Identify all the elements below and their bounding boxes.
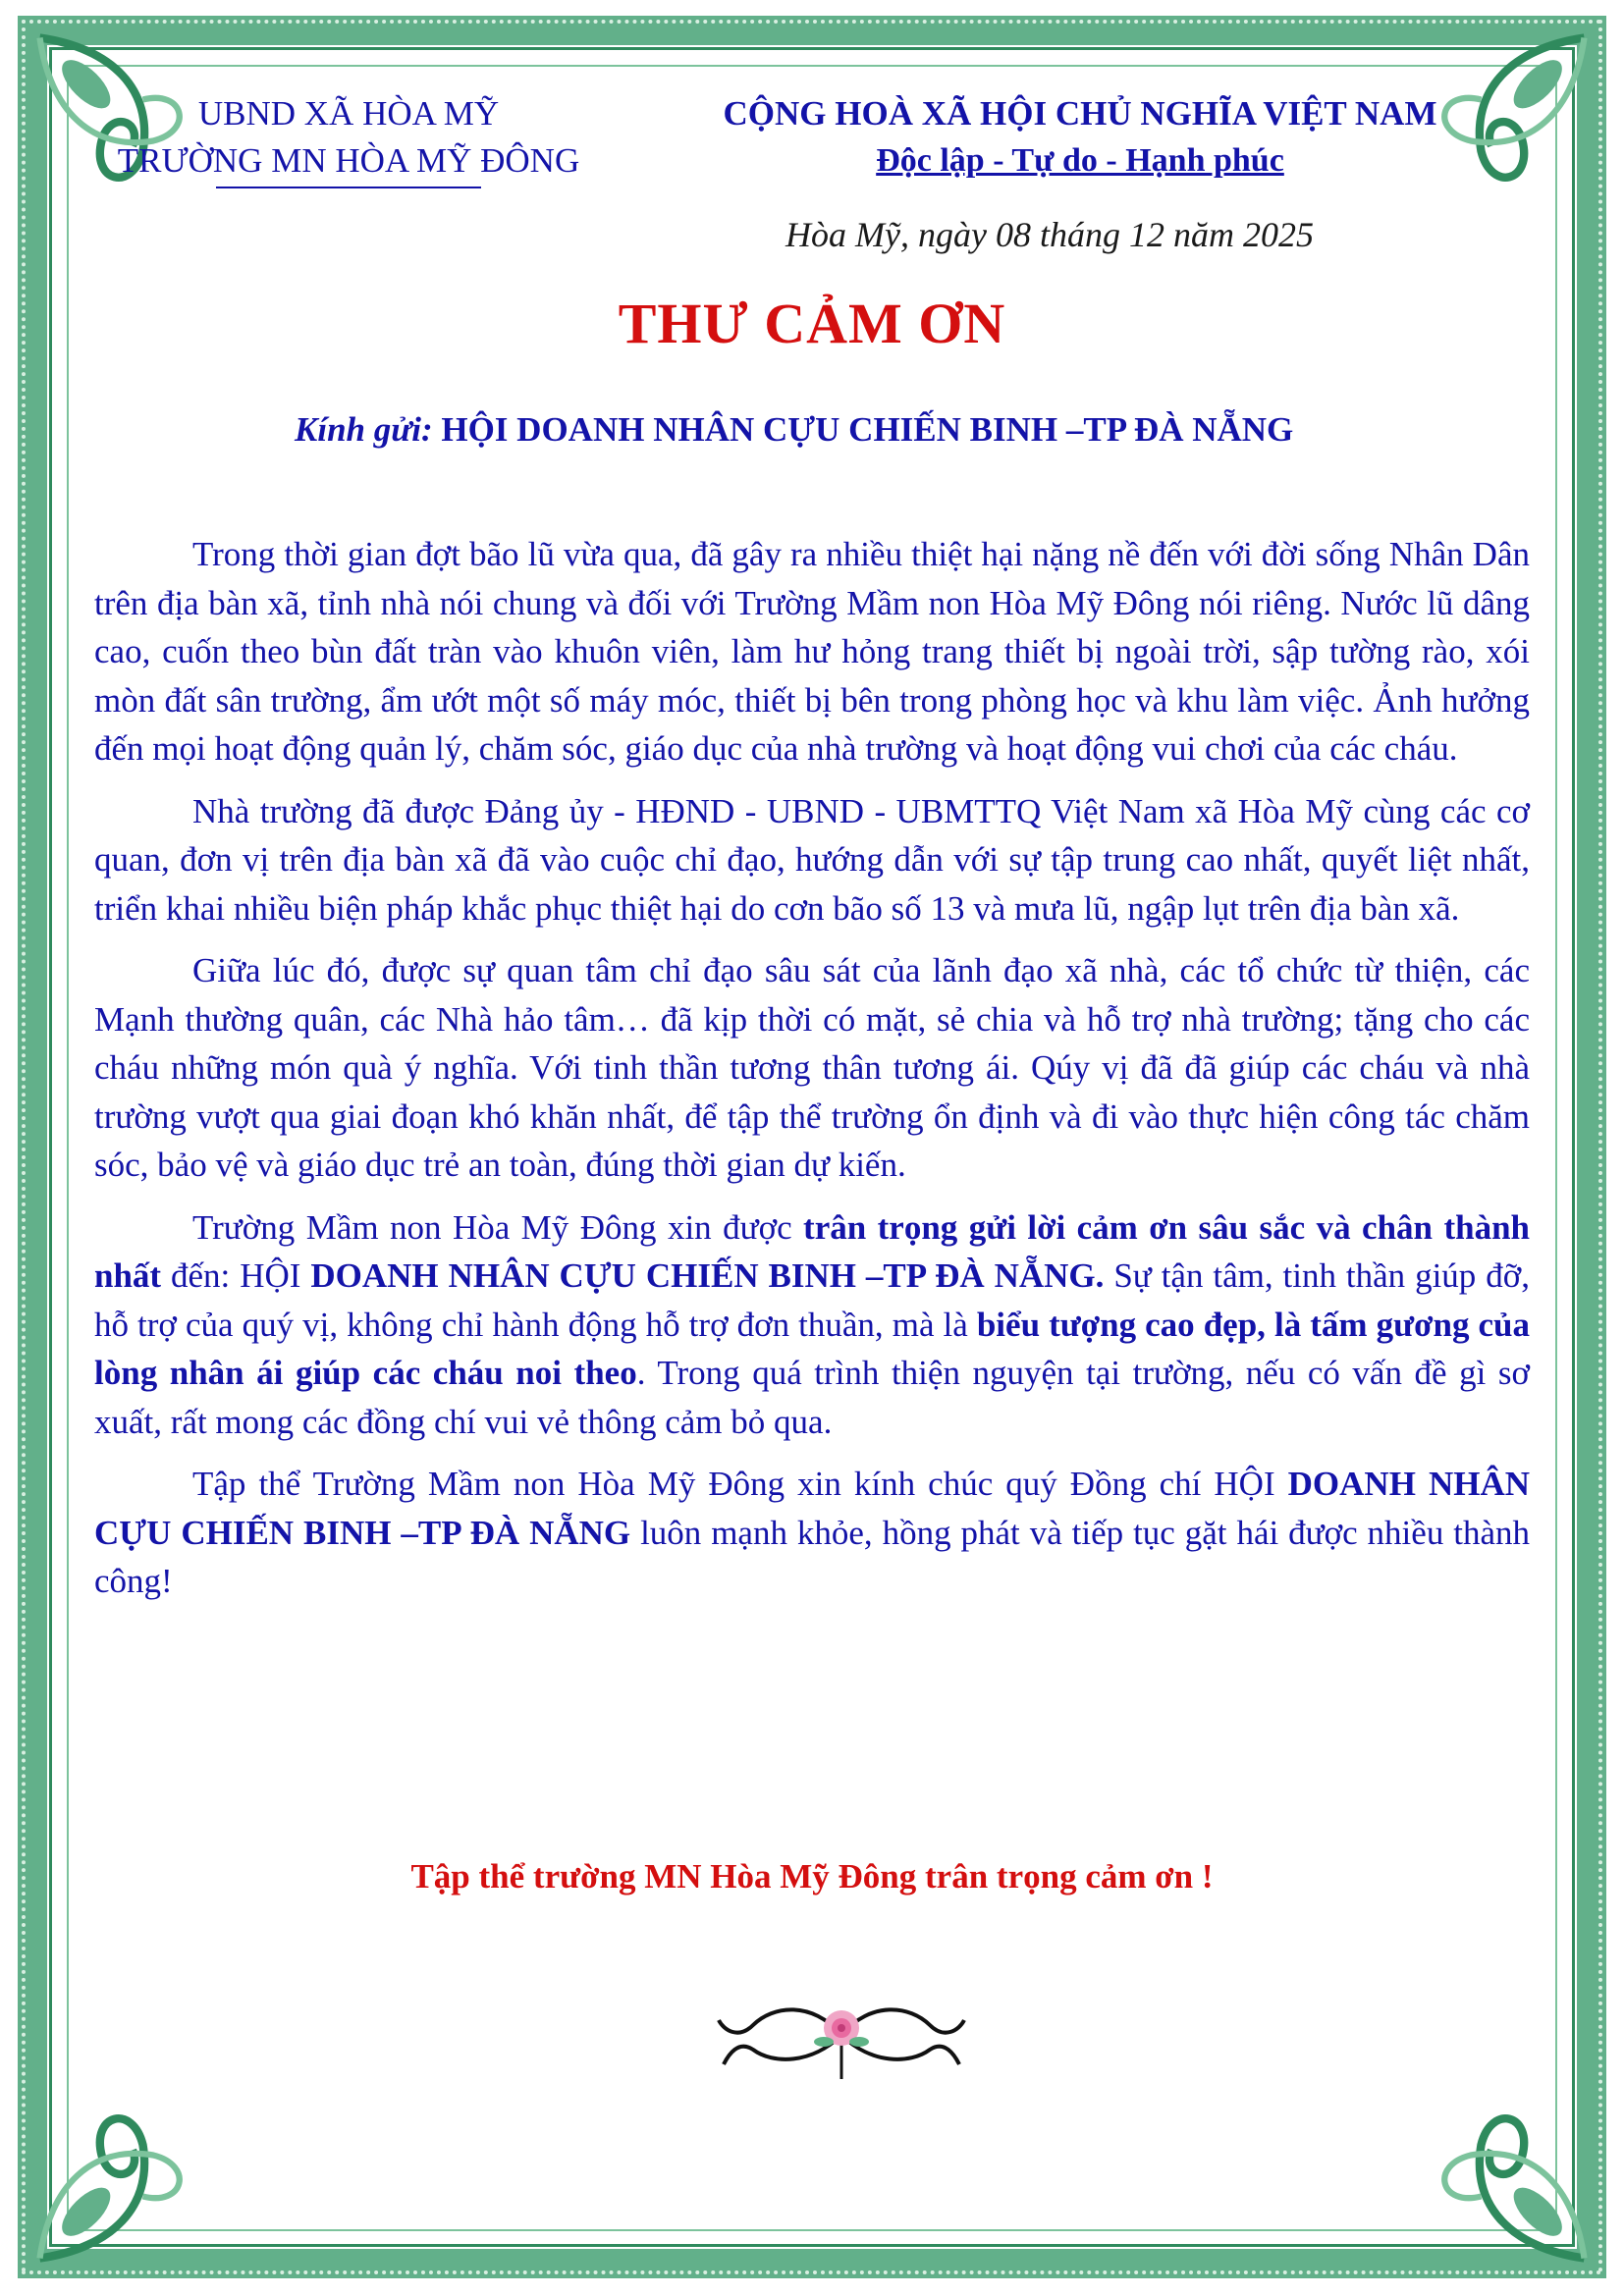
school-underline	[216, 187, 481, 188]
p4-text-e: Sự tận tâm, tinh thần giúp đỡ, hỗ trợ của quý vị, không chỉ hành động hỗ trợ đơn thuần, mà là	[94, 1256, 1530, 1344]
p5-bold-org: DOANH NHÂN CỰU CHIẾN BINH –TP ĐÀ NẴNG	[94, 1465, 1530, 1552]
closing-line: Tập thể trường MN Hòa Mỹ Đông trân trọng cảm ơn !	[410, 1857, 1214, 1896]
p4-bold-org: DOANH NHÂN CỰU CHIẾN BINH –TP ĐÀ NẴNG.	[310, 1256, 1105, 1295]
paragraph-4	[94, 1203, 1530, 1447]
date-line: Hòa Mỹ, ngày 08 tháng 12 năm 2025	[785, 215, 1314, 254]
school-name: TRƯỜNG MN HÒA MỸ ĐÔNG	[117, 141, 580, 180]
p5-text-c: luôn mạnh khỏe, hồng phát và tiếp tục gặt hái được nhiều thành công!	[94, 1513, 1530, 1600]
paragraph-1: Trong thời gian đợt bão lũ vừa qua, đã gây ra nhiều thiệt hại nặng nề đến với đời sống Nhân Dân trên địa bàn xã, tỉnh nhà nói chung và đối với Trường Mầm non Hòa Mỹ Đông nói riêng. Nước lũ dâng cao, cuốn theo bùn đất tràn vào khuôn viên, làm hư hỏng trang thiết bị ngoài trời, sập tường rào, xói mòn đất sân trường, ẩm ướt một số máy móc, thiết bị bên trong phòng học và khu làm việc. Ảnh hưởng đến mọi hoạt động quản lý, chăm sóc, giáo dục của nhà trường và hoạt động vui chơi của các cháu.	[94, 535, 1530, 768]
document-title: THƯ CẢM ƠN	[618, 292, 1006, 355]
nation-name: CỘNG HOÀ XÃ HỘI CHỦ NGHĨA VIỆT NAM	[723, 94, 1437, 133]
paragraph-3: Giữa lúc đó, được sự quan tâm chỉ đạo sâu sát của lãnh đạo xã nhà, các tổ chức từ thiện, các Mạnh thường quân, các Nhà hảo tâm… đã kịp thời có mặt, sẻ chia và hỗ trợ nhà trường; tặng cho các cháu những món quà ý nghĩa. Với tinh thần tương thân tương ái. Qúy vị đã đã giúp các cháu và nhà trường vượt qua giai đoạn khó khăn nhất, để tập thể trường ổn định và đi vào thực hiện công tác chăm sóc, bảo vệ và giáo dục trẻ an toàn, đúng thời gian dự kiến.	[94, 951, 1530, 1184]
corner-flourish-icon	[1388, 2062, 1595, 2269]
national-header-block	[648, 90, 1512, 185]
corner-flourish-icon	[29, 2062, 236, 2269]
p5-text-a: Tập thể Trường Mầm non Hòa Mỹ Đông xin kính chúc quý Đồng chí HỘI	[192, 1465, 1288, 1503]
p4-bold-thanks: trân trọng gửi lời cảm ơn sâu sắc và chân thành nhất	[94, 1207, 1530, 1295]
paragraph-5	[94, 1460, 1530, 1606]
issuing-authority-block	[69, 90, 628, 188]
rose-flourish-icon	[714, 1981, 969, 2089]
p4-text-g: . Trong quá trình thiện nguyện tại trường, nếu có vấn đề gì sơ xuất, rất mong các đồng chí vui vẻ thông cảm bỏ qua.	[94, 1354, 1531, 1441]
agency-name: UBND XÃ HÒA MỸ	[197, 94, 500, 133]
paragraph-2: Nhà trường đã được Đảng ủy - HĐND - UBND - UBMTTQ Việt Nam xã Hòa Mỹ cùng các cơ quan, đơn vị trên địa bàn xã đã vào cuộc chỉ đạo, hướng dẫn với sự tập trung cao nhất, quyết liệt nhất, triển khai nhiều biện pháp khắc phục thiệt hại do cơn bão số 13 và mưa lũ, ngập lụt trên địa bàn xã.	[94, 791, 1530, 928]
recipient-prefix: Kính gửi:	[295, 410, 442, 449]
letter-body	[94, 530, 1530, 1620]
recipient-name: HỘI DOANH NHÂN CỰU CHIẾN BINH –TP ĐÀ NẴNG	[441, 410, 1294, 449]
national-motto: Độc lập - Tự do - Hạnh phúc	[876, 142, 1284, 179]
p4-text-c: đến: HỘI	[161, 1256, 311, 1295]
p4-bold-symbol: biểu tượng cao đẹp, là tấm gương của lòng nhân ái giúp các cháu noi theo	[94, 1305, 1530, 1392]
p4-text-a: Trường Mầm non Hòa Mỹ Đông xin được	[192, 1207, 804, 1247]
recipient-line	[295, 410, 1473, 450]
